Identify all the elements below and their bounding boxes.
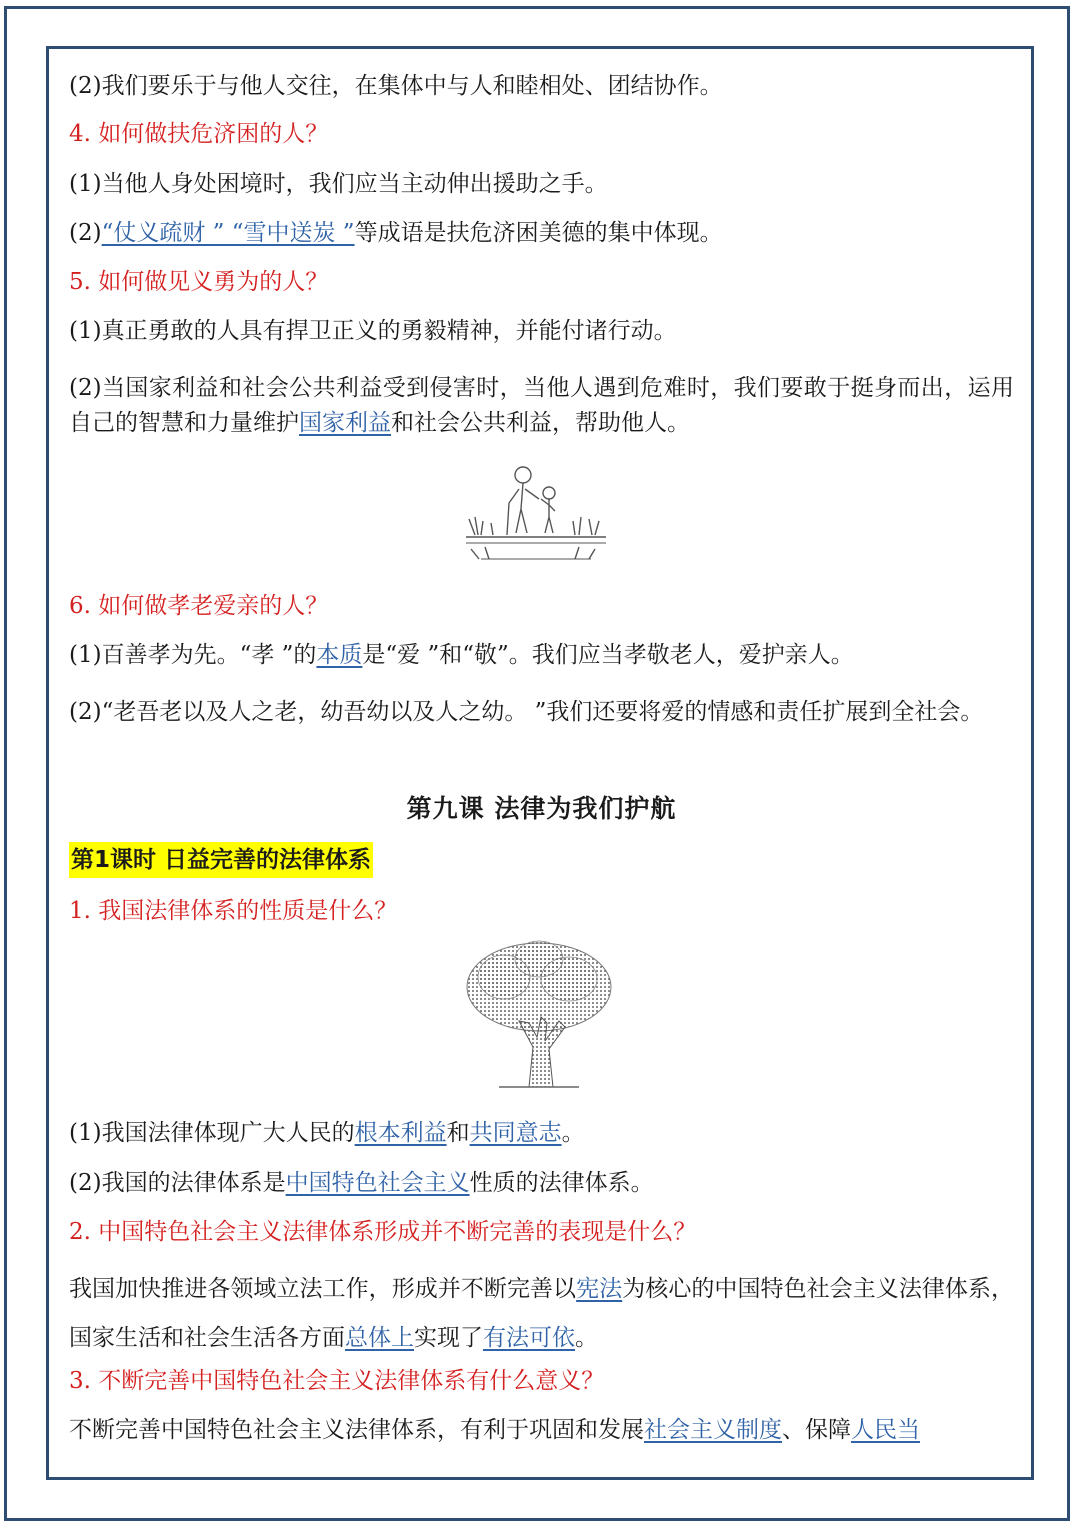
- answer-text: (1)我国法律体现广大人民的: [69, 1120, 355, 1146]
- key-term: “仗义疏财 ” “雪中送炭 ”: [101, 220, 355, 246]
- answer-text: 。: [575, 1325, 598, 1351]
- key-term: 中国特色社会主义: [285, 1170, 470, 1196]
- answer-text: 为核心的中国特色社会主义法律体系，国家生活和社会生活各方面: [69, 1276, 1015, 1351]
- answer-line: (1)真正勇敢的人具有捍卫正义的勇毅精神，并能付诸行动。: [69, 318, 677, 344]
- page-inner-border: [46, 46, 1034, 1480]
- answer-line: [69, 1413, 920, 1447]
- key-term: 宪法: [576, 1276, 623, 1302]
- answer-paragraph: [69, 1265, 1014, 1363]
- answer-prefix: (2): [69, 220, 102, 246]
- question-heading: 3. 不断完善中国特色社会主义法律体系有什么意义？: [69, 1368, 605, 1394]
- key-term: 有法可依: [483, 1325, 575, 1351]
- question-heading: 6. 如何做孝老爱亲的人？: [69, 593, 329, 619]
- question-heading: 4. 如何做扶危济困的人？: [69, 121, 329, 147]
- answer-line: [69, 638, 854, 672]
- answer-paragraph: [69, 371, 1014, 441]
- key-term: 社会主义制度: [644, 1417, 782, 1443]
- answer-text: (1)百善孝为先。“孝 ”的: [69, 642, 317, 668]
- answer-text: 是“爱 ”和“敬”。我们应当孝敬老人，爱护亲人。: [362, 642, 854, 668]
- period-title: 第1课时 日益完善的法律体系: [69, 842, 373, 878]
- answer-paragraph: (2)“老吾老以及人之老，幼吾幼以及人之幼。 ”我们还要将爱的情感和责任扩展到全社会。: [69, 699, 984, 725]
- answer-text: (2)当国家利益和社会公共利益受到侵害时，当他人遇到危难时，我们要敢于挺身而出，运用自己的智慧和力量维护: [69, 375, 1014, 436]
- question-heading: 1. 我国法律体系的性质是什么？: [69, 898, 398, 924]
- key-term: 根本利益: [354, 1120, 447, 1146]
- answer-line: [69, 1166, 654, 1200]
- question-heading: 2. 中国特色社会主义法律体系形成并不断完善的表现是什么？: [69, 1219, 697, 1245]
- answer-line: (2)我们要乐于与他人交往，在集体中与人和睦相处、团结协作。: [69, 73, 723, 99]
- answer-line: (1)当他人身处困境时，我们应当主动伸出援助之手。: [69, 171, 608, 197]
- answer-text: 实现了: [414, 1325, 483, 1351]
- answer-text: 性质的法律体系。: [469, 1170, 654, 1196]
- law-tree-illustration: [459, 937, 619, 1089]
- key-term: 国家利益: [299, 410, 391, 436]
- lesson-title: 第九课 法律为我们护航: [406, 794, 677, 823]
- key-term: 本质: [316, 642, 363, 668]
- answer-line: [69, 216, 723, 250]
- answer-text: (2)我国的法律体系是: [69, 1170, 286, 1196]
- key-term: 人民当: [851, 1417, 920, 1443]
- answer-text: 和: [446, 1120, 470, 1146]
- answer-text: 等成语是扶危济困美德的集中体现。: [354, 220, 723, 246]
- key-term: 总体上: [345, 1325, 414, 1351]
- elder-and-child-walking-illustration: [461, 459, 611, 571]
- answer-text: 和社会公共利益，帮助他人。: [391, 410, 690, 436]
- answer-text: 、保障: [782, 1417, 851, 1443]
- key-term: 共同意志: [469, 1120, 562, 1146]
- answer-line: [69, 1116, 585, 1150]
- answer-text: 我国加快推进各领域立法工作，形成并不断完善以: [69, 1276, 577, 1302]
- answer-text: 。: [561, 1120, 585, 1146]
- question-heading: 5. 如何做见义勇为的人？: [69, 269, 329, 295]
- answer-text: 不断完善中国特色社会主义法律体系，有利于巩固和发展: [69, 1417, 644, 1443]
